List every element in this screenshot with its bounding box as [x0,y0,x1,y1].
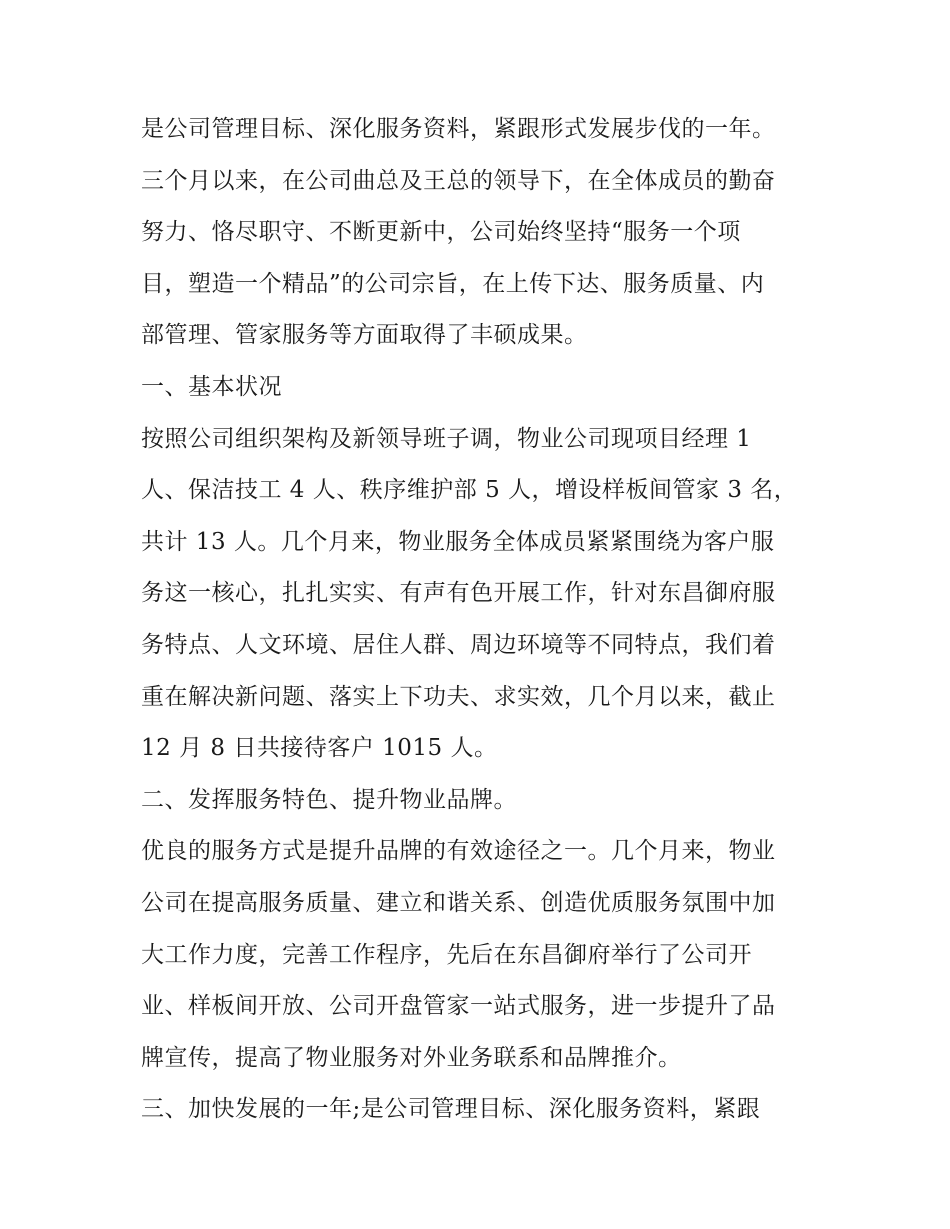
paragraph-line: 是公司管理目标、深化服务资料，紧跟形式发展步伐的一年。 [141,116,776,142]
paragraph-line: 部管理、管家服务等方面取得了丰硕成果。 [141,322,588,349]
paragraph-line: 业、样板间开放、公司开盘管家一站式服务，进一步提升了品 [141,993,776,1020]
paragraph-line: 重在解决新问题、落实上下功夫、求实效，几个月以来，截止 [141,683,776,710]
paragraph-line: 优良的服务方式是提升品牌的有效途径之一。几个月来，物业 [141,838,776,865]
document-body [141,104,821,1136]
paragraph-line: 人、保洁技工 4 人、秩序维护部 5 人，增设样板间管家 3 名， [141,477,798,504]
paragraph-line: 大工作力度，完善工作程序，先后在东昌御府举行了公司开 [141,941,752,968]
section-heading: 二、发挥服务特色、提升物业品牌。 [141,786,517,813]
paragraph-line: 共计 13 人。几个月来，物业服务全体成员紧紧围绕为客户服 [141,528,775,555]
paragraph-line: 牌宣传，提高了物业服务对外业务联系和品牌推介。 [141,1044,682,1071]
paragraph-line: 12 月 8 日共接待客户 1015 人。 [141,735,498,762]
paragraph-line: 务这一核心，扎扎实实、有声有色开展工作，针对东昌御府服 [141,580,776,607]
paragraph-line: 公司在提高服务质量、建立和谐关系、创造优质服务氛围中加 [141,889,776,916]
paragraph-line: 按照公司组织架构及新领导班子调，物业公司现项目经理 1 [141,425,752,452]
paragraph-line: 努力、恪尽职守、不断更新中，公司始终坚持“服务一个项 [141,219,741,246]
section-heading: 一、基本状况 [141,373,282,400]
paragraph-line: 务特点、人文环境、居住人群、周边环境等不同特点，我们着 [141,631,776,658]
paragraph-line: 三个月以来，在公司曲总及王总的领导下，在全体成员的勤奋 [141,167,776,194]
section-heading: 三、加快发展的一年;是公司管理目标、深化服务资料，紧跟 [141,1096,761,1123]
paragraph-line: 目，塑造一个精品”的公司宗旨，在上传下达、服务质量、内 [141,270,765,297]
